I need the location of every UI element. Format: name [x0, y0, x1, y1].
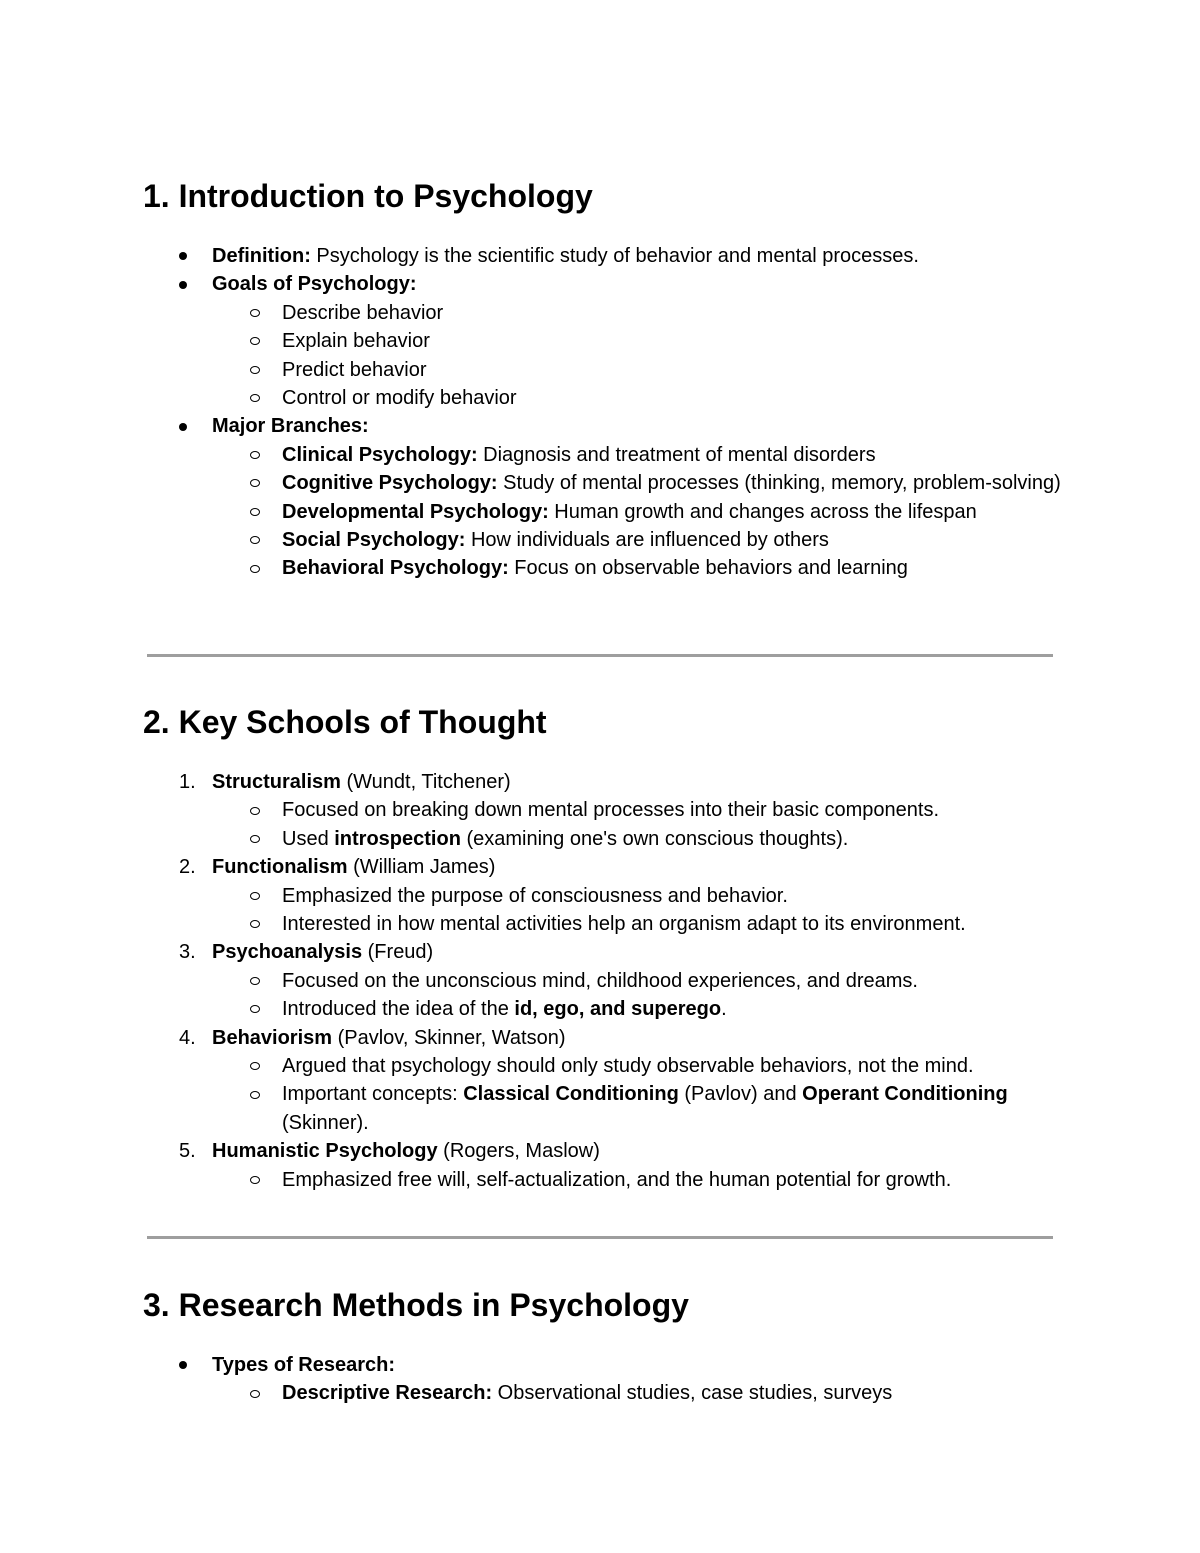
list-item-school: [143, 768, 1063, 796]
definition-text: Psychology is the scientific study of behavior and mental processes.: [310, 245, 919, 267]
branch-desc: Diagnosis and treatment of mental disorders: [477, 443, 876, 466]
list-item-school-point: [143, 995, 1063, 1023]
list-item-goal: [143, 327, 1063, 355]
bullet-disc-icon: [179, 242, 187, 270]
list-item-school-point: [143, 1166, 1063, 1194]
point-bold: Classical Conditioning: [463, 1083, 679, 1106]
branch-desc: Study of mental processes (thinking, memory, problem-solving): [497, 472, 1061, 495]
research-type-desc: Observational studies, case studies, surveys: [492, 1382, 893, 1405]
section-research-methods: [143, 1285, 1063, 1408]
bullet-circle-icon: [250, 796, 260, 824]
school-name: Structuralism: [212, 771, 341, 793]
point-text: (Skinner).: [282, 1111, 369, 1134]
bullet-circle-icon: [250, 299, 260, 327]
branch-name: Clinical Psychology:: [282, 443, 478, 466]
list-item-school: [143, 853, 1063, 881]
list-number: 1.: [179, 771, 196, 793]
school-people: (Freud): [362, 941, 434, 964]
list-item-school-point: [143, 1080, 1063, 1137]
bullet-circle-icon: [250, 526, 260, 554]
section-heading: 2. Key Schools of Thought: [143, 704, 547, 740]
section-heading: 1. Introduction to Psychology: [143, 178, 593, 214]
point-bold: introspection: [334, 827, 461, 850]
branch-desc: Human growth and changes across the lifespan: [548, 500, 977, 523]
intro-bullet-list: [143, 242, 1063, 583]
branch-desc: Focus on observable behaviors and learning: [508, 557, 908, 580]
point-text: .: [721, 998, 727, 1021]
horizontal-divider: [147, 654, 1053, 657]
goal-text: Explain behavior: [282, 330, 430, 353]
bullet-circle-icon: [250, 1080, 260, 1108]
list-item-branch: [143, 469, 1063, 497]
bullet-circle-icon: [250, 882, 260, 910]
goals-label: Goals of Psychology:: [212, 273, 417, 296]
list-item-types: [143, 1351, 1063, 1379]
bullet-circle-icon: [250, 327, 260, 355]
list-item-school-point: [143, 796, 1063, 824]
definition-label: Definition:: [212, 245, 311, 267]
list-item-school-point: [143, 1052, 1063, 1080]
list-item-branch: [143, 498, 1063, 526]
list-item-branch: [143, 441, 1063, 469]
point-bold: Operant Conditioning: [802, 1083, 1008, 1106]
branch-name: Developmental Psychology:: [282, 500, 549, 523]
list-item-branch: [143, 554, 1063, 582]
research-type-name: Descriptive Research:: [282, 1382, 493, 1405]
bullet-circle-icon: [250, 441, 260, 469]
branch-name: Cognitive Psychology:: [282, 472, 498, 495]
list-number: 5.: [179, 1140, 196, 1163]
list-item-goals: [143, 270, 1063, 298]
section-heading: 3. Research Methods in Psychology: [143, 1287, 689, 1323]
point-text: Important concepts:: [282, 1083, 464, 1106]
school-people: (Wundt, Titchener): [340, 771, 511, 793]
bullet-circle-icon: [250, 1379, 260, 1407]
list-number: 2.: [179, 856, 196, 879]
point-text: Emphasized the purpose of consciousness and behavior.: [282, 884, 788, 907]
bullet-disc-icon: [179, 270, 187, 298]
branch-name: Behavioral Psychology:: [282, 557, 509, 580]
list-item-definition: [143, 242, 1063, 270]
point-text: Focused on breaking down mental processes into their basic components.: [282, 799, 940, 822]
list-item-goal: [143, 384, 1063, 412]
point-text: Focused on the unconscious mind, childhood experiences, and dreams.: [282, 969, 918, 992]
list-item-school: [143, 1137, 1063, 1165]
list-item-school-point: [143, 910, 1063, 938]
list-item-branches: [143, 412, 1063, 440]
list-number: 4.: [179, 1026, 196, 1049]
point-text: (examining one's own conscious thoughts).: [460, 827, 849, 850]
branch-desc: How individuals are influenced by others: [465, 529, 829, 552]
list-item-goal: [143, 299, 1063, 327]
goal-text: Describe behavior: [282, 301, 444, 324]
list-item-school-point: [143, 967, 1063, 995]
types-label: Types of Research:: [212, 1354, 396, 1376]
schools-numbered-list: [143, 768, 1063, 1194]
point-text: Emphasized free will, self-actualization, and the human potential for growth.: [282, 1168, 952, 1191]
list-item-goal: [143, 356, 1063, 384]
bullet-circle-icon: [250, 995, 260, 1023]
section-introduction: [143, 176, 1063, 583]
bullet-circle-icon: [250, 356, 260, 384]
goal-text: Control or modify behavior: [282, 387, 517, 410]
school-name: Functionalism: [212, 856, 348, 879]
bullet-circle-icon: [250, 554, 260, 582]
branches-label: Major Branches:: [212, 415, 369, 438]
bullet-circle-icon: [250, 1052, 260, 1080]
school-people: (William James): [347, 856, 496, 879]
point-bold: id, ego, and superego: [514, 998, 722, 1021]
point-text: Used: [282, 827, 335, 850]
school-people: (Rogers, Maslow): [437, 1140, 600, 1163]
list-item-school-point: [143, 825, 1063, 853]
list-item-school-point: [143, 882, 1063, 910]
list-item-research-type: [143, 1379, 1063, 1407]
bullet-circle-icon: [250, 498, 260, 526]
point-text: Argued that psychology should only study observable behaviors, not the mind.: [282, 1055, 974, 1078]
bullet-circle-icon: [250, 469, 260, 497]
point-text: Introduced the idea of the: [282, 998, 515, 1021]
bullet-circle-icon: [250, 967, 260, 995]
bullet-circle-icon: [250, 825, 260, 853]
school-name: Psychoanalysis: [212, 941, 363, 964]
school-name: Behaviorism: [212, 1026, 333, 1049]
branch-name: Social Psychology:: [282, 529, 466, 552]
horizontal-divider: [147, 1236, 1053, 1239]
school-name: Humanistic Psychology: [212, 1140, 438, 1163]
list-item-school: [143, 938, 1063, 966]
bullet-circle-icon: [250, 1166, 260, 1194]
bullet-disc-icon: [179, 1351, 187, 1379]
school-people: (Pavlov, Skinner, Watson): [332, 1026, 566, 1049]
point-text: (Pavlov) and: [678, 1083, 803, 1106]
section-schools-of-thought: [143, 702, 1063, 1194]
bullet-disc-icon: [179, 412, 187, 440]
bullet-circle-icon: [250, 910, 260, 938]
research-bullet-list: [143, 1351, 1063, 1408]
point-text: Interested in how mental activities help an organism adapt to its environment.: [282, 913, 966, 936]
list-item-branch: [143, 526, 1063, 554]
list-number: 3.: [179, 941, 196, 964]
bullet-circle-icon: [250, 384, 260, 412]
list-item-school: [143, 1024, 1063, 1052]
goal-text: Predict behavior: [282, 358, 427, 381]
